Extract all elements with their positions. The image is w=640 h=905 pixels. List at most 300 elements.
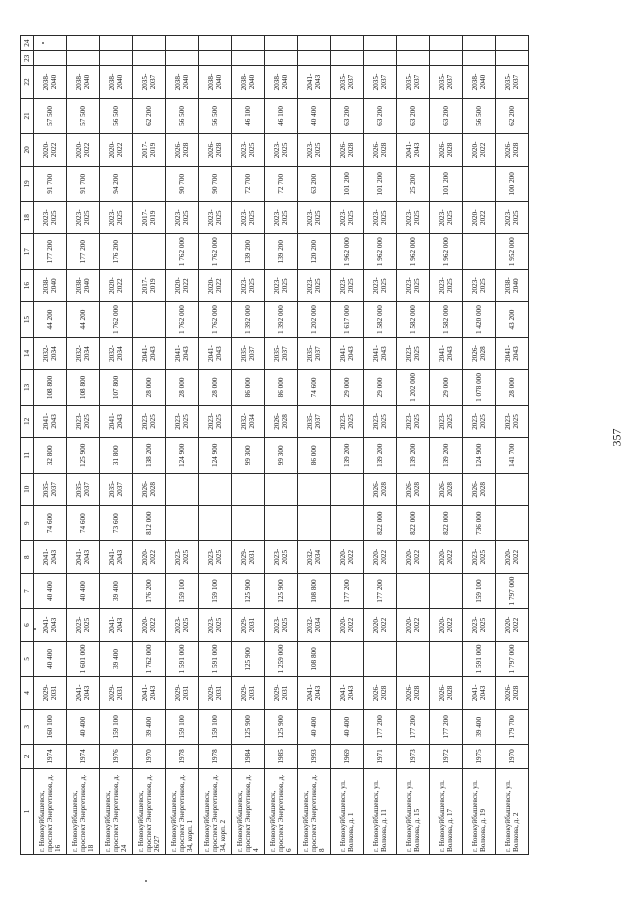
table-cell: 25 200 — [397, 166, 430, 202]
table-cell — [166, 473, 199, 505]
table-cell: 2023-2025 — [265, 609, 298, 641]
table-cell: 63 200 — [397, 98, 430, 134]
table-cell — [232, 473, 265, 505]
table-cell: 2023-2025 — [34, 202, 67, 234]
table-cell — [496, 51, 529, 66]
table-cell: 2023-2025 — [265, 202, 298, 234]
repair-schedule-table — [20, 35, 529, 855]
table-cell: 2041-2043 — [34, 609, 67, 641]
table-cell: 2026-2028 — [166, 134, 199, 166]
table-row — [496, 36, 529, 855]
table-cell: 29 000 — [364, 370, 397, 406]
table-cell: 1975 — [463, 745, 496, 769]
table-cell: 2026-2028 — [430, 677, 463, 709]
table-cell: 2023-2025 — [67, 202, 100, 234]
table-cell: 2041-2043 — [133, 337, 166, 369]
table-cell: 1 259 000 — [265, 641, 298, 677]
table-cell: 139 200 — [232, 234, 265, 270]
table-cell: 56 500 — [166, 98, 199, 134]
table-cell: 107 800 — [100, 370, 133, 406]
table-cell: 124 900 — [463, 438, 496, 474]
table-cell: 2029-2031 — [166, 677, 199, 709]
table-row — [199, 36, 232, 855]
table-cell: 2041-2043 — [397, 134, 430, 166]
table-cell: 139 200 — [265, 234, 298, 270]
table-cell: 2023-2025 — [232, 269, 265, 301]
table-cell: 56 500 — [199, 98, 232, 134]
table-cell: 2041-2043 — [430, 337, 463, 369]
table-cell: 40 400 — [34, 641, 67, 677]
table-cell — [298, 51, 331, 66]
table-cell: 86 000 — [232, 370, 265, 406]
table-cell: 1 962 000 — [430, 234, 463, 270]
table-cell: 159 100 — [199, 573, 232, 609]
table-cell: 139 200 — [331, 438, 364, 474]
table-cell — [331, 505, 364, 541]
table-cell: 1974 — [67, 745, 100, 769]
address-cell: г. Новокуйбышевск, ул. Волкова, д. 11 — [364, 768, 397, 854]
table-cell: 40 400 — [298, 98, 331, 134]
table-cell: 2023-2025 — [496, 202, 529, 234]
table-cell: 2038-2040 — [100, 66, 133, 98]
table-cell: 125 900 — [232, 573, 265, 609]
table-cell: 2020-2022 — [496, 541, 529, 573]
table-cell: 1976 — [100, 745, 133, 769]
table-cell: 2041-2043 — [331, 337, 364, 369]
table-cell: 44 200 — [34, 302, 67, 338]
table-cell — [199, 51, 232, 66]
table-cell: 2029-2031 — [232, 677, 265, 709]
table-row — [100, 36, 133, 855]
table-cell: 101 200 — [331, 166, 364, 202]
table-cell — [430, 641, 463, 677]
column-header: 18 — [21, 202, 34, 234]
table-cell: 1969 — [331, 745, 364, 769]
column-header: 7 — [21, 573, 34, 609]
table-cell — [397, 573, 430, 609]
table-cell — [265, 505, 298, 541]
table-cell — [133, 36, 166, 51]
table-cell: 2029-2031 — [232, 541, 265, 573]
table-cell: 159 100 — [166, 573, 199, 609]
table-cell: 1993 — [298, 745, 331, 769]
table-cell: 1978 — [166, 745, 199, 769]
table-cell: 2023-2025 — [166, 541, 199, 573]
table-cell — [199, 505, 232, 541]
table-cell — [67, 36, 100, 51]
table-cell: 1 392 000 — [232, 302, 265, 338]
column-header: 1 — [21, 768, 34, 854]
page-number: 357 — [609, 428, 624, 447]
table-cell: 2023-2025 — [364, 405, 397, 437]
table-cell: 2020-2022 — [34, 134, 67, 166]
table-cell — [298, 36, 331, 51]
table-cell: 2035-2037 — [133, 66, 166, 98]
table-cell — [199, 473, 232, 505]
table-cell: 2041-2043 — [100, 405, 133, 437]
table-cell: 43 200 — [496, 302, 529, 338]
table-cell: 2023-2025 — [397, 202, 430, 234]
table-cell — [397, 36, 430, 51]
table-cell: 812 000 — [133, 505, 166, 541]
table-cell: 1 202 000 — [397, 370, 430, 406]
table-cell: 99 300 — [232, 438, 265, 474]
table-cell — [265, 36, 298, 51]
table-row — [133, 36, 166, 855]
table-cell: 91 700 — [34, 166, 67, 202]
table-cell: 2026-2028 — [265, 405, 298, 437]
table-cell: 2041-2043 — [67, 677, 100, 709]
table-cell: 2041-2043 — [67, 541, 100, 573]
table-cell: 2035-2037 — [67, 473, 100, 505]
table-body — [34, 36, 529, 855]
table-cell: 40 400 — [67, 709, 100, 745]
table-cell: 1 617 000 — [331, 302, 364, 338]
table-cell: 2023-2025 — [199, 202, 232, 234]
table-cell: 72 700 — [265, 166, 298, 202]
table-row — [232, 36, 265, 855]
table-cell: 2023-2025 — [463, 405, 496, 437]
column-header: 17 — [21, 234, 34, 270]
table-cell: 2023-2025 — [364, 269, 397, 301]
column-header: 8 — [21, 541, 34, 573]
table-cell: 2035-2037 — [496, 66, 529, 98]
table-cell: 177 200 — [430, 709, 463, 745]
table-cell: 73 600 — [100, 505, 133, 541]
table-cell: 2023-2025 — [463, 269, 496, 301]
table-cell: 1973 — [397, 745, 430, 769]
table-cell: 40 400 — [298, 709, 331, 745]
address-cell: г. Новокуйбышевск, проспект Энергетиков, д. 6 — [265, 768, 298, 854]
table-cell: 2023-2025 — [100, 202, 133, 234]
table-cell: 1 797 000 — [496, 641, 529, 677]
table-cell: 91 700 — [67, 166, 100, 202]
table-cell: 108 800 — [67, 370, 100, 406]
table-row — [364, 36, 397, 855]
table-cell: 2020-2022 — [100, 134, 133, 166]
table-cell: 2020-2022 — [397, 609, 430, 641]
table-cell — [133, 234, 166, 270]
table-cell: 2020-2022 — [331, 609, 364, 641]
table-cell — [496, 505, 529, 541]
table-cell — [463, 234, 496, 270]
table-cell: 2041-2043 — [100, 541, 133, 573]
table-cell: 124 900 — [199, 438, 232, 474]
column-header: 22 — [21, 66, 34, 98]
table-cell: 2035-2037 — [364, 66, 397, 98]
table-cell: 2020-2022 — [364, 609, 397, 641]
table-cell — [397, 641, 430, 677]
table-cell: 2041-2043 — [100, 609, 133, 641]
table-cell: 2029-2031 — [232, 609, 265, 641]
table-cell: 2032-2034 — [67, 337, 100, 369]
address-cell: г. Новокуйбышевск, проспект Энергетиков, д. 26/27 — [133, 768, 166, 854]
table-cell: 2017-2019 — [133, 134, 166, 166]
table-cell: 822 000 — [364, 505, 397, 541]
table-cell — [331, 51, 364, 66]
table-cell: 1978 — [199, 745, 232, 769]
table-cell: 141 700 — [496, 438, 529, 474]
table-row — [166, 36, 199, 855]
table-cell: 1 420 000 — [463, 302, 496, 338]
table-cell: 63 200 — [430, 98, 463, 134]
table-cell — [67, 51, 100, 66]
table-cell — [331, 473, 364, 505]
table-cell: 2017-2019 — [133, 269, 166, 301]
table-cell: 1972 — [430, 745, 463, 769]
table-cell: 2032-2034 — [100, 337, 133, 369]
table-cell: 62 200 — [133, 98, 166, 134]
table-cell: 1970 — [496, 745, 529, 769]
table-cell: 2020-2022 — [463, 134, 496, 166]
table-cell: 2020-2022 — [364, 541, 397, 573]
table-cell: 159 100 — [166, 709, 199, 745]
table-cell: 1 078 000 — [463, 370, 496, 406]
table-cell: 100 200 — [496, 166, 529, 202]
table-cell: 1 762 000 — [199, 302, 232, 338]
column-header: 14 — [21, 337, 34, 369]
table-cell: 138 200 — [133, 438, 166, 474]
table-cell: 1 762 000 — [100, 302, 133, 338]
table-cell — [496, 473, 529, 505]
table-cell: 159 100 — [100, 709, 133, 745]
table-cell: 2026-2028 — [463, 473, 496, 505]
table-cell: 2041-2043 — [34, 405, 67, 437]
table-cell: 176 200 — [100, 234, 133, 270]
column-header: 2 — [21, 745, 34, 769]
table-cell: 40 400 — [67, 573, 100, 609]
table-cell: 101 200 — [430, 166, 463, 202]
table-cell: 2038-2040 — [166, 66, 199, 98]
table-cell: 2026-2028 — [430, 473, 463, 505]
table-cell: 2026-2028 — [331, 134, 364, 166]
table-cell: 1 762 000 — [166, 302, 199, 338]
table-cell: 31 800 — [100, 438, 133, 474]
table-cell: 39 400 — [133, 709, 166, 745]
table-cell — [364, 641, 397, 677]
table-cell — [298, 473, 331, 505]
table-cell: 177 200 — [67, 234, 100, 270]
table-cell — [133, 51, 166, 66]
table-cell: 2026-2028 — [199, 134, 232, 166]
table-row — [298, 36, 331, 855]
table-cell: 90 700 — [166, 166, 199, 202]
table-cell: 2023-2025 — [199, 541, 232, 573]
table-cell: 108 800 — [298, 573, 331, 609]
table-cell: 101 200 — [364, 166, 397, 202]
address-cell: г. Новокуйбышевск, ул. Волкова, д. 19 — [463, 768, 496, 854]
address-cell: г. Новокуйбышевск, ул. Волкова, д. 2 — [496, 768, 529, 854]
table-row — [265, 36, 298, 855]
table-cell: 2023-2025 — [298, 269, 331, 301]
table-cell: 1 591 000 — [166, 641, 199, 677]
table-cell: 1 582 000 — [430, 302, 463, 338]
table-cell: 28 000 — [496, 370, 529, 406]
table-cell: 39 400 — [463, 709, 496, 745]
table-row — [397, 36, 430, 855]
table-cell: 2023-2025 — [265, 134, 298, 166]
table-row — [331, 36, 364, 855]
table-cell — [232, 505, 265, 541]
table-row — [67, 36, 100, 855]
table-cell: 2038-2040 — [34, 66, 67, 98]
table-cell — [463, 51, 496, 66]
column-header: 20 — [21, 134, 34, 166]
table-cell — [100, 36, 133, 51]
table-cell: 179 700 — [496, 709, 529, 745]
table-cell: 2041-2043 — [463, 677, 496, 709]
table-cell: 2035-2037 — [100, 473, 133, 505]
table-cell — [331, 641, 364, 677]
table-cell: 2026-2028 — [496, 134, 529, 166]
table-cell: 120 200 — [298, 234, 331, 270]
table-cell: 1 762 000 — [199, 234, 232, 270]
table-cell — [133, 166, 166, 202]
table-cell: 2035-2037 — [265, 337, 298, 369]
table-cell: 139 200 — [397, 438, 430, 474]
table-cell — [265, 51, 298, 66]
table-cell: 2023-2025 — [232, 134, 265, 166]
table-cell: 2020-2022 — [133, 609, 166, 641]
table-cell: 2020-2022 — [199, 269, 232, 301]
table-cell: 1970 — [133, 745, 166, 769]
table-cell: 2041-2043 — [331, 677, 364, 709]
table-cell: 2029-2031 — [265, 677, 298, 709]
table-cell: 1984 — [232, 745, 265, 769]
table-cell: 2020-2022 — [166, 269, 199, 301]
table-cell: 2041-2043 — [199, 337, 232, 369]
table-cell: 56 500 — [463, 98, 496, 134]
table-cell — [463, 36, 496, 51]
table-cell: 2023-2025 — [265, 269, 298, 301]
table-cell: 72 700 — [232, 166, 265, 202]
table-cell: 29 000 — [331, 370, 364, 406]
table-cell: 2023-2025 — [331, 269, 364, 301]
table-cell: 32 800 — [34, 438, 67, 474]
table-cell: 63 200 — [364, 98, 397, 134]
table-cell: 1 762 000 — [133, 641, 166, 677]
table-cell: 46 100 — [265, 98, 298, 134]
address-cell: г. Новокуйбышевск, проспект Энергетиков, д. 34, корп. 2 — [199, 768, 232, 854]
column-header: 21 — [21, 98, 34, 134]
table-cell: 2020-2022 — [430, 541, 463, 573]
table-cell: 1 582 000 — [397, 302, 430, 338]
table-cell: 2041-2043 — [133, 677, 166, 709]
table-cell: 159 100 — [199, 709, 232, 745]
column-header: 24 — [21, 36, 34, 51]
table-cell: 1971 — [364, 745, 397, 769]
table-cell: 139 200 — [430, 438, 463, 474]
table-cell: 177 200 — [34, 234, 67, 270]
column-header: 3 — [21, 709, 34, 745]
table-cell: 2023-2025 — [463, 609, 496, 641]
table-cell: 2023-2025 — [430, 269, 463, 301]
table-cell — [166, 505, 199, 541]
table-cell: 2017-2019 — [133, 202, 166, 234]
table-cell: 28 000 — [199, 370, 232, 406]
table-cell: 2026-2028 — [397, 677, 430, 709]
table-cell: 2029-2031 — [100, 677, 133, 709]
table-cell: 108 800 — [34, 370, 67, 406]
table-cell: 74 600 — [298, 370, 331, 406]
table-cell: 2026-2028 — [397, 473, 430, 505]
table-cell — [430, 51, 463, 66]
table-cell: 63 200 — [298, 166, 331, 202]
table-cell: 2023-2025 — [67, 405, 100, 437]
table-cell: 2023-2025 — [67, 609, 100, 641]
table-cell — [463, 166, 496, 202]
table-cell: 2023-2025 — [496, 405, 529, 437]
table-cell: 2038-2040 — [199, 66, 232, 98]
table-cell: 2023-2025 — [133, 405, 166, 437]
table-cell: 2035-2037 — [430, 66, 463, 98]
table-cell: 1 392 000 — [265, 302, 298, 338]
table-row — [463, 36, 496, 855]
table-cell: 2023-2025 — [397, 269, 430, 301]
table-cell: 160 100 — [34, 709, 67, 745]
table-cell: 62 200 — [496, 98, 529, 134]
table-cell: 74 600 — [67, 505, 100, 541]
table-cell — [133, 302, 166, 338]
table-cell: 2038-2040 — [496, 269, 529, 301]
table-cell — [331, 36, 364, 51]
table-cell — [34, 51, 67, 66]
table-cell: 2041-2043 — [298, 677, 331, 709]
table-cell: 74 600 — [34, 505, 67, 541]
table-cell: 2035-2037 — [331, 66, 364, 98]
column-header: 23 — [21, 51, 34, 66]
column-header: 5 — [21, 641, 34, 677]
table-cell: 177 200 — [331, 573, 364, 609]
table-cell: 2041-2043 — [298, 66, 331, 98]
table-cell — [496, 36, 529, 51]
table-cell — [397, 51, 430, 66]
table-cell: 2032-2034 — [34, 337, 67, 369]
table-cell: 125 900 — [265, 709, 298, 745]
column-header: 9 — [21, 505, 34, 541]
table-cell: 2023-2025 — [265, 541, 298, 573]
column-header: 10 — [21, 473, 34, 505]
column-header: 6 — [21, 609, 34, 641]
table-cell: 2023-2025 — [199, 609, 232, 641]
table-cell: 99 300 — [265, 438, 298, 474]
column-header: 19 — [21, 166, 34, 202]
table-cell: 1 202 000 — [298, 302, 331, 338]
table-cell: 2023-2025 — [166, 202, 199, 234]
column-header: 13 — [21, 370, 34, 406]
table-cell: 39 400 — [100, 573, 133, 609]
table-cell — [34, 36, 67, 51]
table-cell: 39 400 — [100, 641, 133, 677]
address-cell: г. Новокуйбышевск, проспект Энергетиков, д. 18 — [67, 768, 100, 854]
table-cell: 1 591 000 — [463, 641, 496, 677]
address-cell: г. Новокуйбышевск, ул. Волкова, д. 15 — [397, 768, 430, 854]
table-cell: 2023-2025 — [364, 202, 397, 234]
table-cell — [430, 36, 463, 51]
table-cell: 1 952 000 — [496, 234, 529, 270]
table-cell: 2026-2028 — [364, 473, 397, 505]
table-cell — [199, 36, 232, 51]
table-cell: 2038-2040 — [232, 66, 265, 98]
table-cell: 1 797 000 — [496, 573, 529, 609]
table-cell — [232, 51, 265, 66]
table-cell: 90 700 — [199, 166, 232, 202]
table-cell: 2023-2025 — [331, 202, 364, 234]
rotated-table-wrapper — [20, 35, 580, 855]
address-cell: г. Новокуйбышевск, проспект Энергетиков, д. 8 — [298, 768, 331, 854]
table-cell: 1985 — [265, 745, 298, 769]
table-cell: 2038-2040 — [67, 66, 100, 98]
